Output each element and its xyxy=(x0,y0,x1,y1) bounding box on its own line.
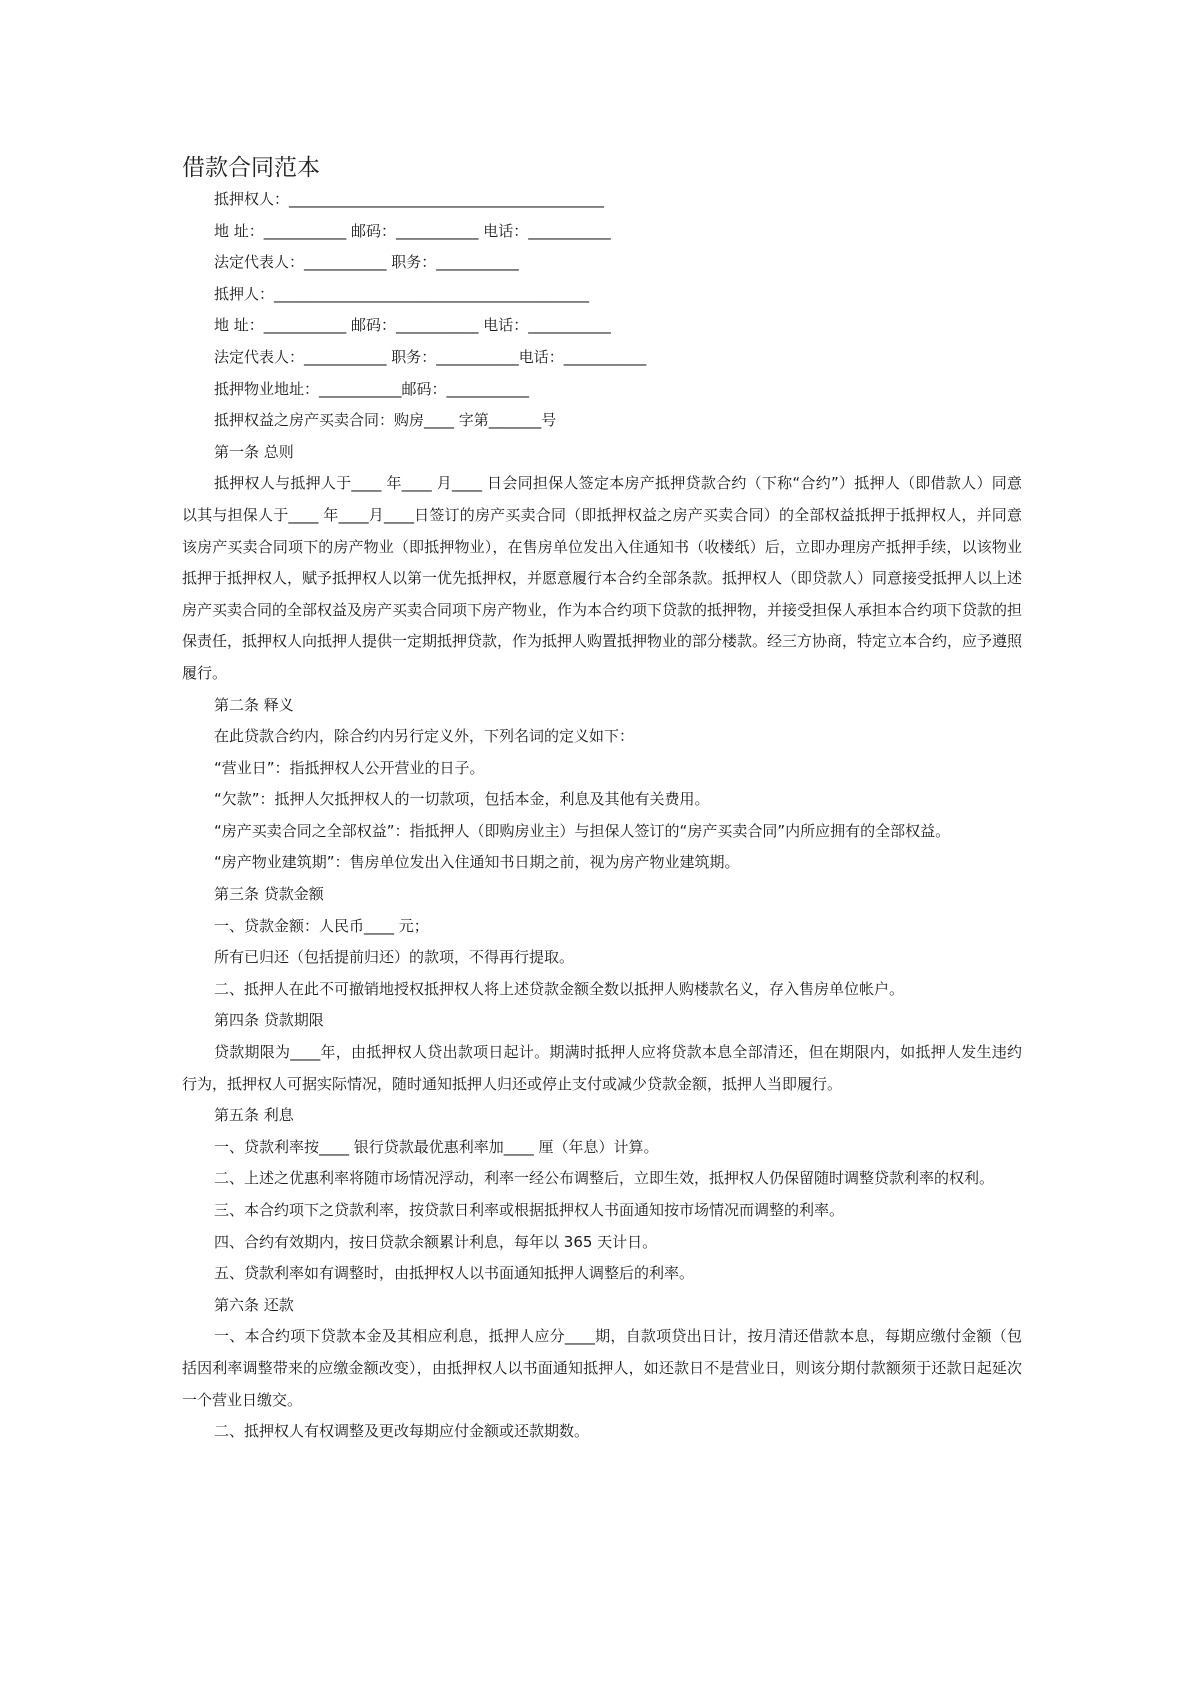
section-1-title: 第一条 总则 xyxy=(214,442,294,461)
section-1-body: 抵押权人与抵押人于____ 年____ 月____ 日会同担保人签定本房产抵押贷款合约（下称“合约”）抵押人（即借款人）同意以其与担保人于____ 年____月____日签订的房产买卖合同（即抵押权益之房产买卖合同）的全部权益抵押于抵押权人，并同意该房产买卖合同项下的房产物业（即抵押物业），在售房单位发出入住通知书（收楼纸）后，立即办理房产抵押手续，以该物业抵押于抵押权人，赋予抵押权人以第一优先抵押权，并愿意履行本合约全部条款。抵押权人（即贷款人）同意接受抵押人以上述房产买卖合同的全部权益及房产买卖合同项下房产物业，作为本合约项下贷款的抵押物，并接受担保人承担本合约项下贷款的担保责任，抵押权人向抵押人提供一定期抵押贷款，作为抵押人购置抵押物业的部分楼款。经三方协商，特定立本合约，应予遵照履行。 xyxy=(182,474,1023,682)
definition-construction-period: “房产物业建筑期”：售房单位发出入住通知书日期之前，视为房产物业建筑期。 xyxy=(214,853,740,872)
property-address-line: 抵押物业地址：___________邮码：___________ xyxy=(214,379,530,398)
definition-contract-rights: “房产买卖合同之全部权益”：指抵押人（即购房业主）与担保人签订的“房产买卖合同”内所应拥有的全部权益。 xyxy=(214,821,951,840)
section-5-item-1: 一、贷款利率按____ 银行贷款最优惠利率加____ 厘（年息）计算。 xyxy=(214,1137,659,1156)
section-5-item-2: 二、上述之优惠利率将随市场情况浮动，利率一经公布调整后，立即生效，抵押权人仍保留随时调整贷款利率的权利。 xyxy=(214,1169,995,1188)
mortgagee-field: 抵押权人：__________________________________________ xyxy=(214,190,605,208)
section-5-item-5: 五、贷款利率如有调整时，由抵押权人以书面通知抵押人调整后的利率。 xyxy=(214,1264,695,1283)
section-4-title: 第四条 贷款期限 xyxy=(214,1011,324,1030)
mortgagor-address-line: 地 址：___________ 邮码：___________ 电话：___________ xyxy=(214,316,611,335)
section-5-title: 第五条 利息 xyxy=(214,1106,294,1125)
mortgagee-address-line: 地 址：___________ 邮码：___________ 电话：___________ xyxy=(214,221,611,240)
section-6-item-2: 二、抵押权人有权调整及更改每期应付金额或还款期数。 xyxy=(214,1422,590,1441)
section-5-item-3: 三、本合约项下之贷款利率，按贷款日利率或根据抵押权人书面通知按市场情况而调整的利率。 xyxy=(214,1201,845,1219)
definition-business-day: “营业日”：指抵押权人公开营业的日子。 xyxy=(214,758,485,777)
section-3-note: 所有已归还（包括提前归还）的款项，不得再行提取。 xyxy=(214,948,575,967)
section-3-item-2: 二、抵押人在此不可撤销地授权抵押权人将上述贷款金额全数以抵押人购楼款名义，存入售房单位帐户。 xyxy=(214,979,905,998)
contract-page xyxy=(182,150,1022,1448)
definition-debt: “欠款”：抵押人欠抵押权人的一切款项，包括本金，利息及其他有关费用。 xyxy=(214,790,710,809)
section-3-item-1: 一、贷款金额：人民币____ 元； xyxy=(214,916,429,935)
section-6-item-1: 一、本合约项下贷款本金及其相应利息，抵押人应分____期，自款项贷出日计，按月清还借款本息，每期应缴付金额（包括因利率调整带来的应缴金额改变），由抵押权人以书面通知抵押人，如还款日不是营业日，则该分期付款额须于还款日起延次一个营业日缴交。 xyxy=(182,1327,1022,1409)
mortgagor-field: 抵押人：__________________________________________ xyxy=(214,284,590,303)
section-3-title: 第三条 贷款金额 xyxy=(214,885,324,904)
mortgagee-representative-line: 法定代表人：___________ 职务：___________ xyxy=(214,253,519,272)
purchase-contract-line: 抵押权益之房产买卖合同：购房____ 字第_______号 xyxy=(214,411,557,430)
section-5-item-4: 四、合约有效期内，按日贷款余额累计利息，每年以 365 天计日。 xyxy=(214,1232,658,1251)
section-2-intro: 在此贷款合约内，除合约内另行定义外，下列名词的定义如下： xyxy=(214,727,635,746)
section-6-title: 第六条 还款 xyxy=(214,1295,294,1314)
document-title: 借款合同范本 xyxy=(182,155,320,181)
section-2-title: 第二条 释义 xyxy=(214,695,294,714)
section-4-body: 贷款期限为____年，由抵押权人贷出款项日起计。期满时抵押人应将贷款本息全部清还，但在期限内，如抵押人发生违约行为，抵押权人可据实际情况，随时通知抵押人归还或停止支付或减少贷款金额，抵押人当即履行。 xyxy=(182,1043,1022,1093)
mortgagor-representative-line: 法定代表人：___________ 职务：___________电话：___________ xyxy=(214,347,647,366)
